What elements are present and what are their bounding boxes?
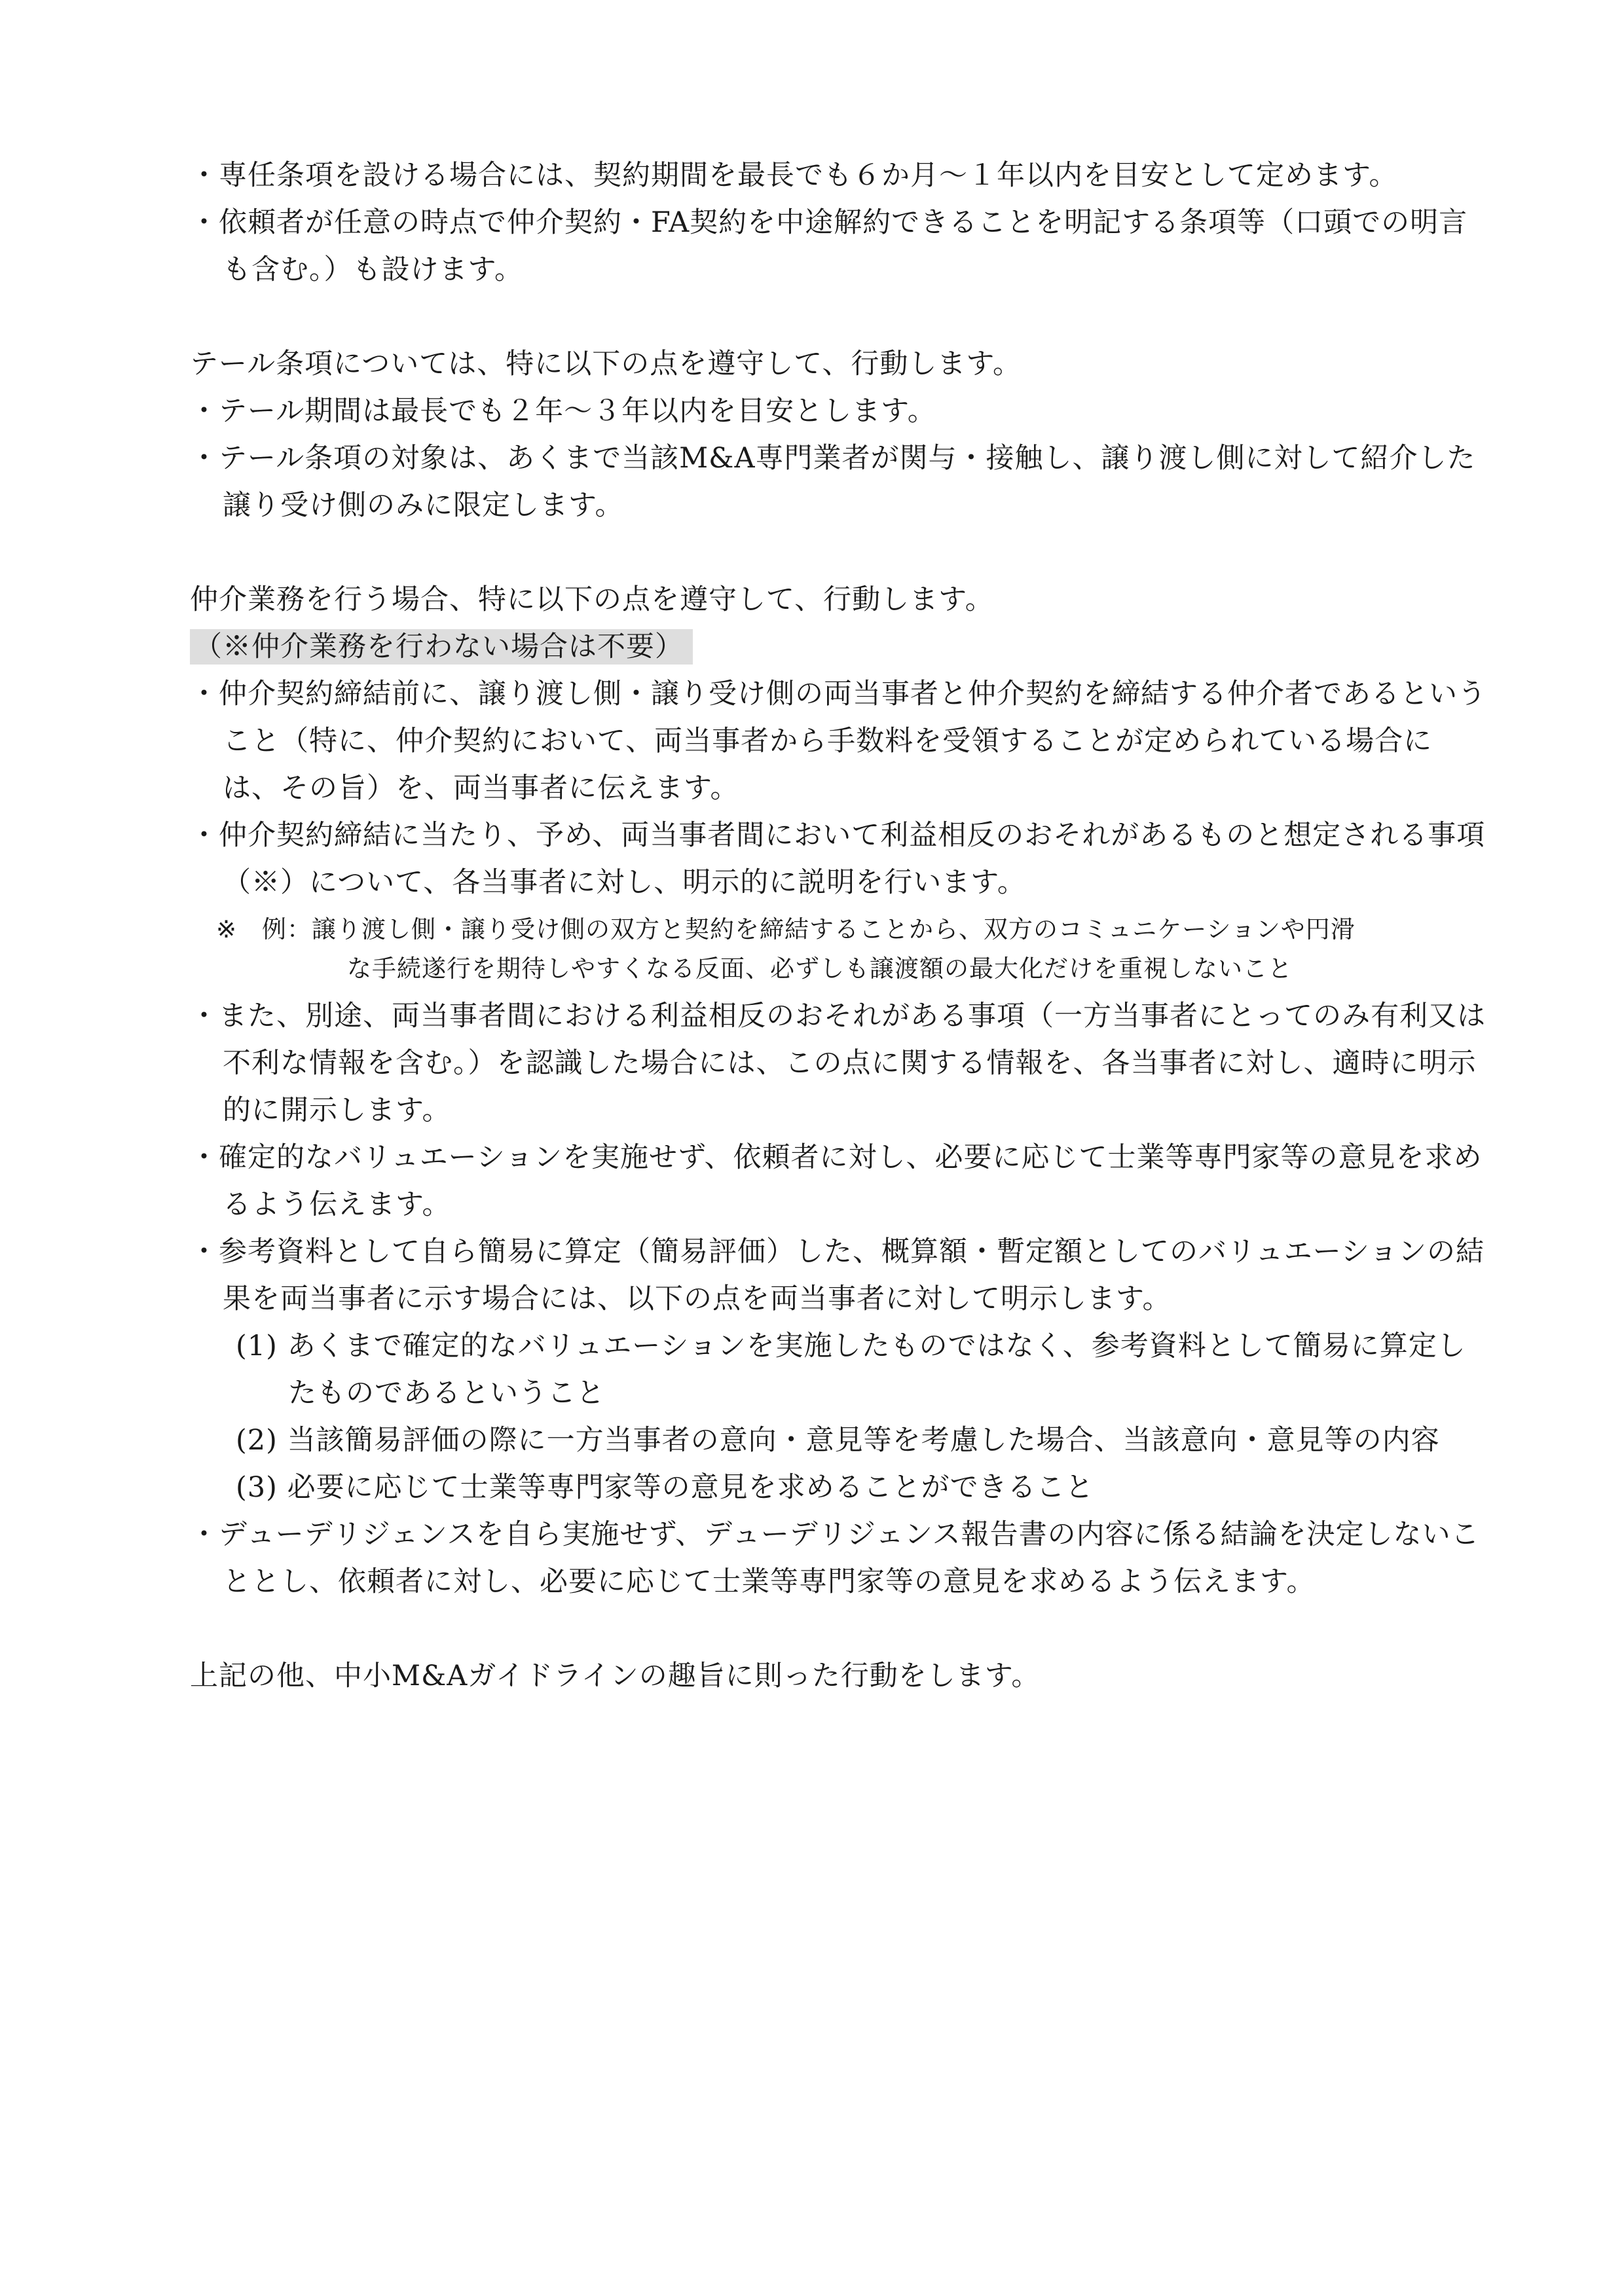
example-text-continued: な手続遂行を期待しやすくなる反面、必ずしも譲渡額の最大化だけを重視しないこと <box>347 955 1293 983</box>
numbered-item: (3) 必要に応じて士業等専門家等の意見を求めることができること <box>236 1471 1094 1504</box>
bullet-item: ・デューデリジェンスを自ら実施せず、デューデリジェンス報告書の内容に係る結論を決定しないこととし、依頼者に対し、必要に応じて士業等専門家等の意見を求めるよう伝えます。 <box>190 1518 1480 1598</box>
section-intro: 仲介業務を行う場合、特に以下の点を遵守して、行動します。 <box>190 583 994 616</box>
bullet-item: ・専任条項を設ける場合には、契約期間を最長でも６か月～１年以内を目安として定めます。 <box>190 159 1398 192</box>
highlight-note-line <box>190 623 1486 670</box>
note-mark: ※ <box>216 915 238 943</box>
bullet-item: ・テール期間は最長でも２年～３年以内を目安とします。 <box>190 395 936 428</box>
bullet-item: ・確定的なバリュエーションを実施せず、依頼者に対し、必要に応じて士業等専門家等の意見を求めるよう伝えます。 <box>190 1141 1483 1221</box>
numbered-item: (2) 当該簡易評価の際に一方当事者の意向・意見等を考慮した場合、当該意向・意見等の内容 <box>236 1424 1440 1457</box>
document-body <box>190 152 1486 1700</box>
spacer <box>190 293 1486 340</box>
bullet-item: ・依頼者が任意の時点で仲介契約・FA契約を中途解約できることを明記する条項等（口頭での明言も含む。）も設けます。 <box>190 206 1468 286</box>
exclusive-clause-section <box>190 152 1486 293</box>
brokerage-section <box>190 576 1486 1605</box>
bullet-item: ・参考資料として自ら簡易に算定（簡易評価）した、概算額・暫定額としてのバリュエーションの結果を両当事者に示す場合には、以下の点を両当事者に対して明示します。 <box>190 1235 1485 1315</box>
example-note-line <box>216 910 1486 949</box>
numbered-item: (1) あくまで確定的なバリュエーションを実施したものではなく、参考資料として簡易に算定したものであるということ <box>236 1330 1466 1410</box>
bullet-item: ・仲介契約締結に当たり、予め、両当事者間において利益相反のおそれがあるものと想定される事項（※）について、各当事者に対し、明示的に説明を行います。 <box>190 819 1486 899</box>
section-intro: テール条項については、特に以下の点を遵守して、行動します。 <box>190 348 1022 380</box>
closing-statement: 上記の他、中小M&Aガイドラインの趣旨に則った行動をします。 <box>190 1660 1041 1692</box>
example-note <box>216 910 1486 989</box>
example-text: 例：譲り渡し側・譲り受け側の双方と契約を締結することから、双方のコミュニケーションや円滑 <box>262 915 1356 943</box>
bullet-item: ・仲介契約締結前に、譲り渡し側・譲り受け側の両当事者と仲介契約を締結する仲介者であるということ（特に、仲介契約において、両当事者から手数料を受領することが定められている場合には、その旨）を、両当事者に伝えます。 <box>190 678 1486 805</box>
bullet-item: ・また、別途、両当事者間における利益相反のおそれがある事項（一方当事者にとってのみ有利又は不利な情報を含む。）を認識した場合には、この点に関する情報を、各当事者に対し、適時に明示的に開示します。 <box>190 1000 1486 1127</box>
spacer <box>190 1605 1486 1652</box>
spacer <box>190 529 1486 576</box>
bullet-item: ・テール条項の対象は、あくまで当該M&A専門業者が関与・接触し、譲り渡し側に対して紹介した譲り受け側のみに限定します。 <box>190 442 1476 522</box>
highlighted-note: （※仲介業務を行わない場合は不要） <box>190 629 693 665</box>
tail-clause-section <box>190 340 1486 529</box>
